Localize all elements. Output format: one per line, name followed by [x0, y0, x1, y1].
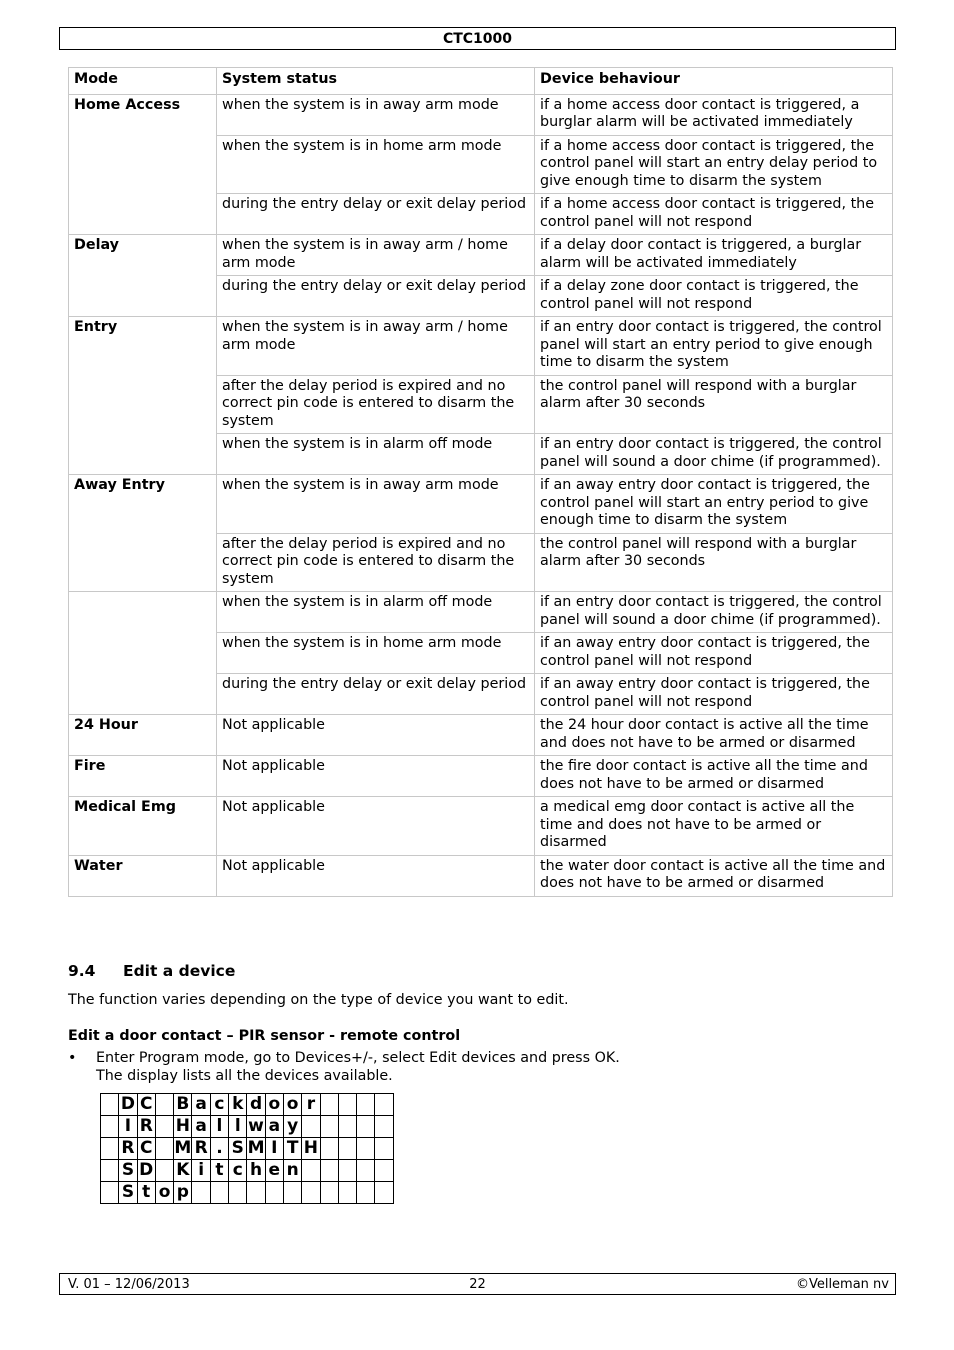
system-status-cell: during the entry delay or exit delay period	[217, 194, 535, 235]
lcd-cell	[338, 1160, 356, 1182]
subheading: Edit a door contact – PIR sensor - remote control	[68, 1028, 461, 1044]
table-header-row	[69, 68, 893, 95]
lcd-cell: c	[210, 1094, 228, 1116]
lcd-cell: I	[119, 1116, 137, 1138]
lcd-display-grid	[100, 1093, 394, 1204]
device-behaviour-cell: the control panel will respond with a burglar alarm after 30 seconds	[535, 533, 893, 592]
device-behaviour-cell: if a home access door contact is triggered, the control panel will not respond	[535, 194, 893, 235]
lcd-cell	[357, 1094, 375, 1116]
table-row	[69, 235, 893, 276]
lcd-cell	[283, 1182, 301, 1204]
lcd-cell: c	[229, 1160, 247, 1182]
table-row	[69, 855, 893, 896]
section-title: Edit a device	[123, 962, 236, 980]
lcd-cell: d	[247, 1094, 265, 1116]
lcd-cell	[155, 1116, 173, 1138]
table-row	[69, 797, 893, 856]
device-behaviour-cell: if an away entry door contact is triggered, the control panel will start an entry period to give enough time to disarm the system	[535, 475, 893, 534]
mode-cell: 24 Hour	[69, 715, 217, 756]
system-status-cell: when the system is in away arm / home arm mode	[217, 235, 535, 276]
lcd-cell: l	[229, 1116, 247, 1138]
lcd-cell: R	[192, 1138, 210, 1160]
lcd-cell: h	[247, 1160, 265, 1182]
lcd-row	[101, 1116, 394, 1138]
lcd-cell: w	[248, 1116, 264, 1136]
system-status-cell: when the system is in away arm / home arm mode	[217, 317, 535, 376]
system-status-cell: after the delay period is expired and no correct pin code is entered to disarm the system	[217, 533, 535, 592]
mode-cell: Entry	[69, 317, 217, 475]
bullet-line-2: The display lists all the devices available.	[96, 1067, 393, 1084]
mode-cell: Home Access	[69, 94, 217, 235]
device-behaviour-cell: the 24 hour door contact is active all the time and does not have to be armed or disarmed	[535, 715, 893, 756]
lcd-cell: S	[119, 1182, 137, 1204]
device-behaviour-cell: if an entry door contact is triggered, the control panel will sound a door chime (if programmed).	[535, 592, 893, 633]
device-behaviour-cell: if a home access door contact is triggered, a burglar alarm will be activated immediately	[535, 94, 893, 135]
column-header-device-behaviour: Device behaviour	[535, 68, 893, 95]
lcd-cell: .	[210, 1138, 228, 1160]
lcd-cell: D	[119, 1094, 137, 1116]
device-behaviour-cell: if an away entry door contact is triggered, the control panel will not respond	[535, 633, 893, 674]
lcd-cell	[101, 1138, 119, 1160]
lcd-cell	[247, 1182, 265, 1204]
lcd-cell: M	[174, 1138, 192, 1158]
lcd-cell	[338, 1116, 356, 1138]
lcd-cell	[357, 1116, 375, 1138]
device-behaviour-cell: if an entry door contact is triggered, the control panel will start an entry period to give enough time to disarm the system	[535, 317, 893, 376]
lcd-cell	[302, 1182, 320, 1204]
lcd-cell	[320, 1160, 338, 1182]
lcd-cell: R	[137, 1116, 155, 1138]
page-number: 22	[469, 1277, 486, 1292]
device-behaviour-cell: if a delay zone door contact is triggered, the control panel will not respond	[535, 276, 893, 317]
column-header-mode: Mode	[69, 68, 217, 95]
table-row	[69, 592, 893, 633]
mode-cell: Medical Emg	[69, 797, 217, 856]
page-header	[59, 27, 896, 50]
lcd-cell	[338, 1138, 356, 1160]
lcd-cell	[302, 1116, 320, 1138]
lcd-cell	[320, 1138, 338, 1160]
lcd-cell	[155, 1094, 173, 1116]
lcd-cell: p	[174, 1182, 192, 1204]
system-status-cell: when the system is in home arm mode	[217, 135, 535, 194]
lcd-cell	[155, 1138, 173, 1160]
lcd-cell	[357, 1182, 375, 1204]
lcd-cell	[101, 1160, 119, 1182]
lcd-cell	[320, 1182, 338, 1204]
mode-table	[68, 67, 893, 897]
lcd-cell: e	[265, 1160, 283, 1182]
system-status-cell: Not applicable	[217, 715, 535, 756]
lcd-cell: a	[192, 1116, 210, 1138]
lcd-cell: a	[265, 1116, 283, 1138]
lcd-row	[101, 1182, 394, 1204]
lcd-cell	[229, 1182, 247, 1204]
lcd-cell: o	[265, 1094, 283, 1116]
lcd-cell	[155, 1160, 173, 1182]
system-status-cell: when the system is in home arm mode	[217, 633, 535, 674]
lcd-cell: o	[155, 1182, 173, 1204]
lcd-cell: l	[210, 1116, 228, 1138]
lcd-row	[101, 1138, 394, 1160]
lcd-cell	[375, 1138, 393, 1160]
section-heading	[68, 961, 235, 981]
lcd-cell: M	[247, 1138, 265, 1158]
lcd-cell: C	[137, 1094, 155, 1116]
lcd-cell: T	[283, 1138, 301, 1160]
system-status-cell: Not applicable	[217, 855, 535, 896]
mode-cell: Water	[69, 855, 217, 896]
lcd-cell	[101, 1094, 119, 1116]
page-footer	[59, 1273, 896, 1295]
bullet-marker: •	[68, 1050, 77, 1066]
lcd-cell	[375, 1182, 393, 1204]
mode-cell	[69, 592, 217, 715]
lcd-cell	[320, 1116, 338, 1138]
lcd-row	[101, 1160, 394, 1182]
column-header-system-status: System status	[217, 68, 535, 95]
lcd-cell: r	[302, 1094, 320, 1116]
lcd-cell	[375, 1116, 393, 1138]
lcd-cell	[375, 1160, 393, 1182]
lcd-cell: S	[229, 1138, 247, 1160]
copyright: ©Velleman nv	[795, 1277, 889, 1292]
lcd-cell	[338, 1182, 356, 1204]
device-behaviour-cell: if a home access door contact is triggered, the control panel will start an entry delay period to give enough time to disarm the system	[535, 135, 893, 194]
lcd-cell	[192, 1182, 210, 1204]
device-behaviour-cell: if a delay door contact is triggered, a burglar alarm will be activated immediately	[535, 235, 893, 276]
device-behaviour-cell: the water door contact is active all the time and does not have to be armed or disarmed	[535, 855, 893, 896]
version-date: V. 01 – 12/06/2013	[68, 1277, 190, 1292]
document-title: CTC1000	[442, 31, 513, 47]
intro-paragraph: The function varies depending on the type of device you want to edit.	[68, 992, 569, 1008]
lcd-cell: t	[137, 1182, 155, 1204]
lcd-cell: n	[283, 1160, 301, 1182]
system-status-cell: during the entry delay or exit delay period	[217, 276, 535, 317]
lcd-cell: S	[119, 1160, 137, 1182]
device-behaviour-cell: if an away entry door contact is triggered, the control panel will not respond	[535, 674, 893, 715]
lcd-cell	[320, 1094, 338, 1116]
table-row	[69, 475, 893, 534]
lcd-cell: t	[210, 1160, 228, 1182]
lcd-cell: i	[192, 1160, 210, 1182]
lcd-cell	[101, 1182, 119, 1204]
device-behaviour-cell: the control panel will respond with a burglar alarm after 30 seconds	[535, 375, 893, 434]
table-row	[69, 317, 893, 376]
mode-cell: Fire	[69, 756, 217, 797]
device-behaviour-cell: the fire door contact is active all the time and does not have to be armed or disarmed	[535, 756, 893, 797]
lcd-cell: k	[229, 1094, 247, 1116]
system-status-cell: after the delay period is expired and no correct pin code is entered to disarm the system	[217, 375, 535, 434]
lcd-cell: C	[137, 1138, 155, 1160]
system-status-cell: when the system is in away arm mode	[217, 475, 535, 534]
system-status-cell: Not applicable	[217, 756, 535, 797]
lcd-cell: H	[174, 1116, 192, 1138]
lcd-cell: y	[283, 1116, 301, 1138]
table-row	[69, 756, 893, 797]
system-status-cell: during the entry delay or exit delay period	[217, 674, 535, 715]
table-row	[69, 94, 893, 135]
mode-cell: Delay	[69, 235, 217, 317]
lcd-cell: B	[174, 1094, 192, 1116]
lcd-cell: a	[192, 1094, 210, 1116]
device-behaviour-cell: if an entry door contact is triggered, the control panel will sound a door chime (if programmed).	[535, 434, 893, 475]
section-number: 9.4	[68, 962, 96, 980]
lcd-cell	[338, 1094, 356, 1116]
lcd-cell: R	[119, 1138, 137, 1160]
bullet-line-1: Enter Program mode, go to Devices+/-, select Edit devices and press OK.	[96, 1050, 620, 1066]
table-row	[69, 715, 893, 756]
lcd-cell: D	[137, 1160, 155, 1182]
lcd-row	[101, 1094, 394, 1116]
lcd-cell	[375, 1094, 393, 1116]
lcd-cell: o	[283, 1094, 301, 1116]
system-status-cell: when the system is in away arm mode	[217, 94, 535, 135]
lcd-cell	[357, 1160, 375, 1182]
lcd-cell: K	[174, 1160, 192, 1182]
lcd-cell: H	[302, 1138, 320, 1160]
lcd-cell	[265, 1182, 283, 1204]
lcd-cell	[210, 1182, 228, 1204]
device-behaviour-cell: a medical emg door contact is active all the time and does not have to be armed or disarmed	[535, 797, 893, 856]
lcd-cell	[101, 1116, 119, 1138]
mode-cell: Away Entry	[69, 475, 217, 592]
lcd-cell	[357, 1138, 375, 1160]
system-status-cell: when the system is in alarm off mode	[217, 434, 535, 475]
system-status-cell: when the system is in alarm off mode	[217, 592, 535, 633]
system-status-cell: Not applicable	[217, 797, 535, 856]
lcd-cell	[302, 1160, 320, 1182]
lcd-cell: I	[265, 1138, 283, 1160]
